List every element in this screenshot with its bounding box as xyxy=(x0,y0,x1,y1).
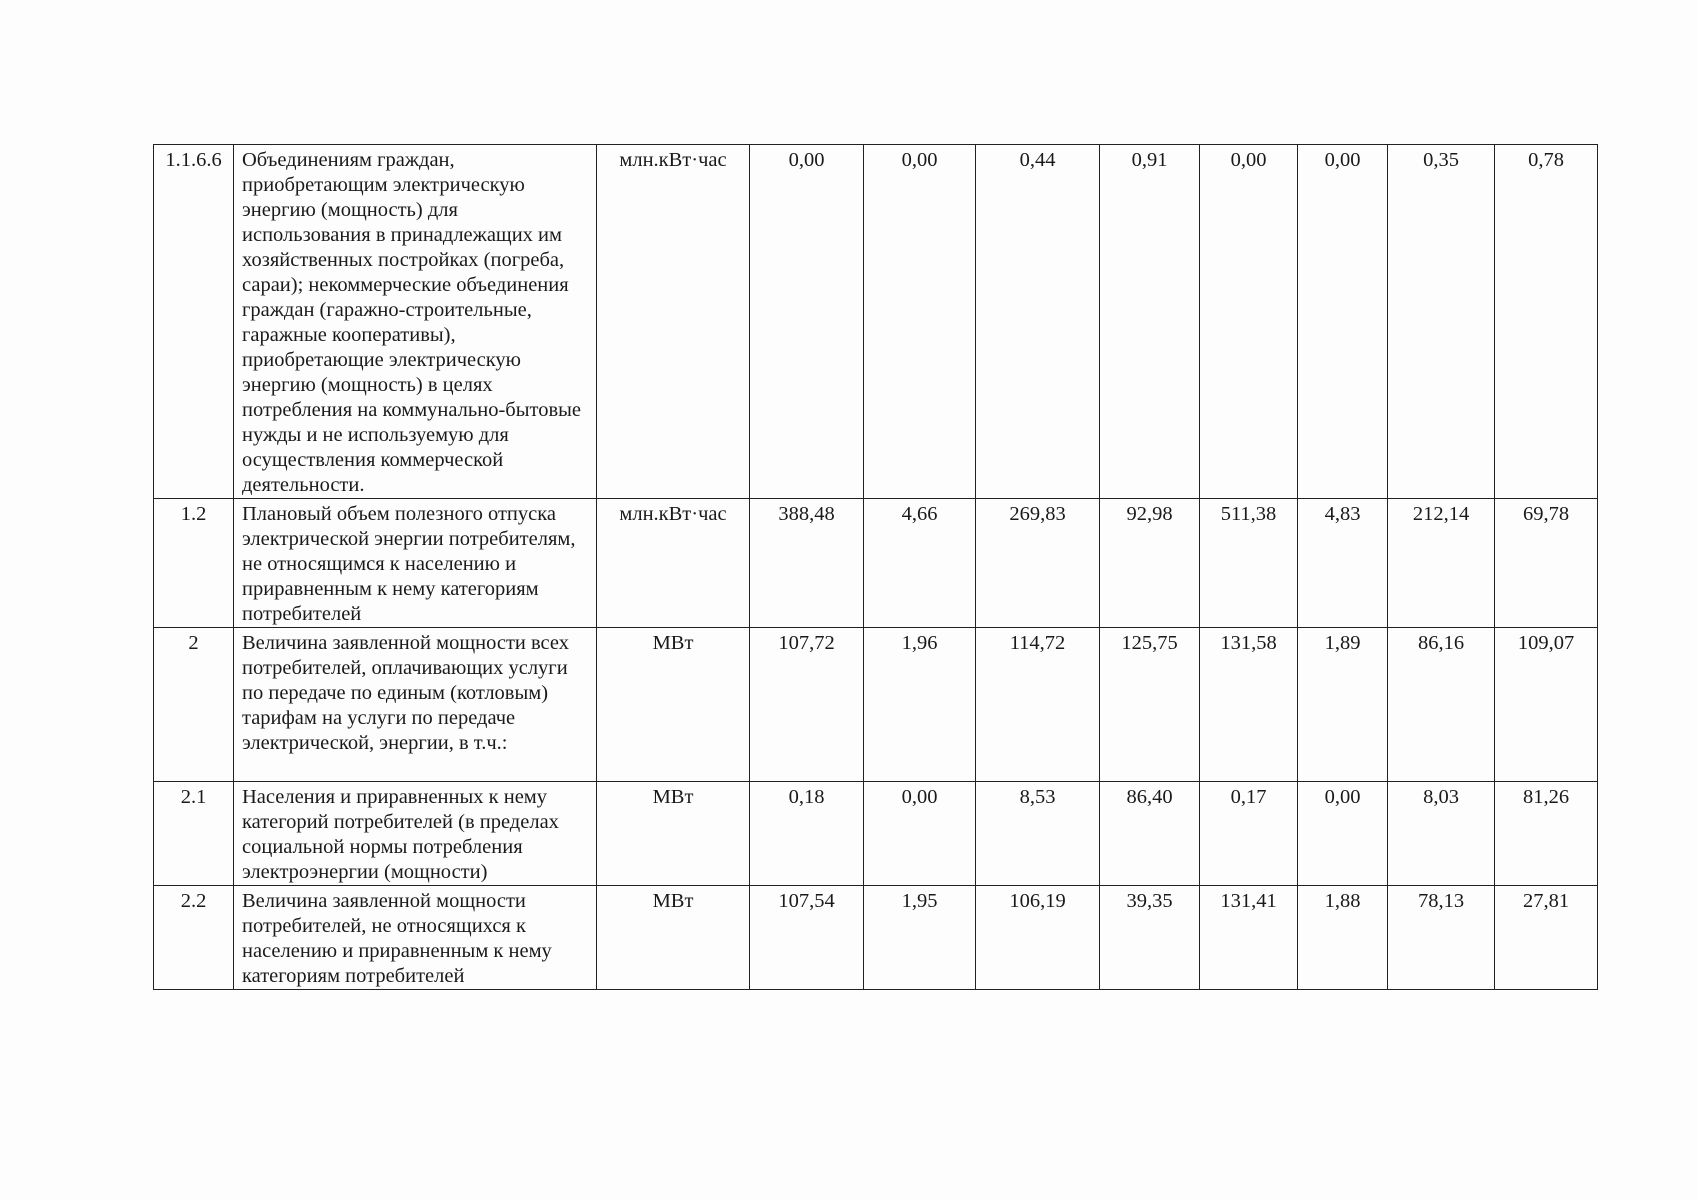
tariff-table xyxy=(153,144,1598,990)
row-number: 2 xyxy=(154,628,234,782)
row-description: Величина заявленной мощности потребителей, не относящихся к населению и приравненным к нему категориям потребителей xyxy=(234,886,597,990)
value-cell: 8,03 xyxy=(1388,782,1495,886)
table-row xyxy=(154,499,1598,628)
row-number: 1.2 xyxy=(154,499,234,628)
row-unit: МВт xyxy=(597,886,750,990)
table-row xyxy=(154,886,1598,990)
value-cell: 106,19 xyxy=(976,886,1100,990)
row-description: Населения и приравненных к нему категорий потребителей (в пределах социальной нормы потребления электроэнергии (мощности) xyxy=(234,782,597,886)
value-cell: 92,98 xyxy=(1100,499,1200,628)
value-cell: 0,00 xyxy=(1298,782,1388,886)
value-cell: 131,41 xyxy=(1200,886,1298,990)
value-cell: 27,81 xyxy=(1495,886,1598,990)
value-cell: 0,78 xyxy=(1495,145,1598,499)
value-cell: 1,95 xyxy=(864,886,976,990)
value-cell: 69,78 xyxy=(1495,499,1598,628)
value-cell: 0,00 xyxy=(864,145,976,499)
table-row xyxy=(154,782,1598,886)
value-cell: 1,89 xyxy=(1298,628,1388,782)
value-cell: 511,38 xyxy=(1200,499,1298,628)
value-cell: 81,26 xyxy=(1495,782,1598,886)
value-cell: 125,75 xyxy=(1100,628,1200,782)
value-cell: 1,96 xyxy=(864,628,976,782)
value-cell: 4,83 xyxy=(1298,499,1388,628)
value-cell: 78,13 xyxy=(1388,886,1495,990)
value-cell: 109,07 xyxy=(1495,628,1598,782)
value-cell: 131,58 xyxy=(1200,628,1298,782)
value-cell: 0,44 xyxy=(976,145,1100,499)
value-cell: 114,72 xyxy=(976,628,1100,782)
value-cell: 269,83 xyxy=(976,499,1100,628)
row-unit: млн.кВт·час xyxy=(597,145,750,499)
value-cell: 107,72 xyxy=(750,628,864,782)
value-cell: 0,91 xyxy=(1100,145,1200,499)
value-cell: 0,18 xyxy=(750,782,864,886)
value-cell: 0,00 xyxy=(864,782,976,886)
value-cell: 86,16 xyxy=(1388,628,1495,782)
row-number: 2.1 xyxy=(154,782,234,886)
value-cell: 0,00 xyxy=(1200,145,1298,499)
table-row xyxy=(154,628,1598,782)
row-unit: МВт xyxy=(597,782,750,886)
row-number: 2.2 xyxy=(154,886,234,990)
row-description: Величина заявленной мощности всех потребителей, оплачивающих услуги по передаче по единым (котловым) тарифам на услуги по передаче электрической, энергии, в т.ч.: xyxy=(234,628,597,782)
row-number: 1.1.6.6 xyxy=(154,145,234,499)
value-cell: 1,88 xyxy=(1298,886,1388,990)
value-cell: 0,17 xyxy=(1200,782,1298,886)
row-description: Объединениям граждан, приобретающим электрическую энергию (мощность) для использования в принадлежащих им хозяйственных постройках (погреба, сараи); некоммерческие объединения граждан (гаражно-строительные, гаражные кооперативы), приобретающие электрическую энергию (мощность) в целях потребления на коммунально-бытовые нужды и не используемую для осуществления коммерческой деятельности. xyxy=(234,145,597,499)
value-cell: 0,00 xyxy=(750,145,864,499)
value-cell: 0,35 xyxy=(1388,145,1495,499)
value-cell: 212,14 xyxy=(1388,499,1495,628)
value-cell: 39,35 xyxy=(1100,886,1200,990)
value-cell: 388,48 xyxy=(750,499,864,628)
value-cell: 4,66 xyxy=(864,499,976,628)
value-cell: 0,00 xyxy=(1298,145,1388,499)
row-unit: МВт xyxy=(597,628,750,782)
value-cell: 86,40 xyxy=(1100,782,1200,886)
table-row xyxy=(154,145,1598,499)
row-unit: млн.кВт·час xyxy=(597,499,750,628)
row-description: Плановый объем полезного отпуска электрической энергии потребителям, не относящимся к населению и приравненным к нему категориям потребителей xyxy=(234,499,597,628)
value-cell: 107,54 xyxy=(750,886,864,990)
value-cell: 8,53 xyxy=(976,782,1100,886)
